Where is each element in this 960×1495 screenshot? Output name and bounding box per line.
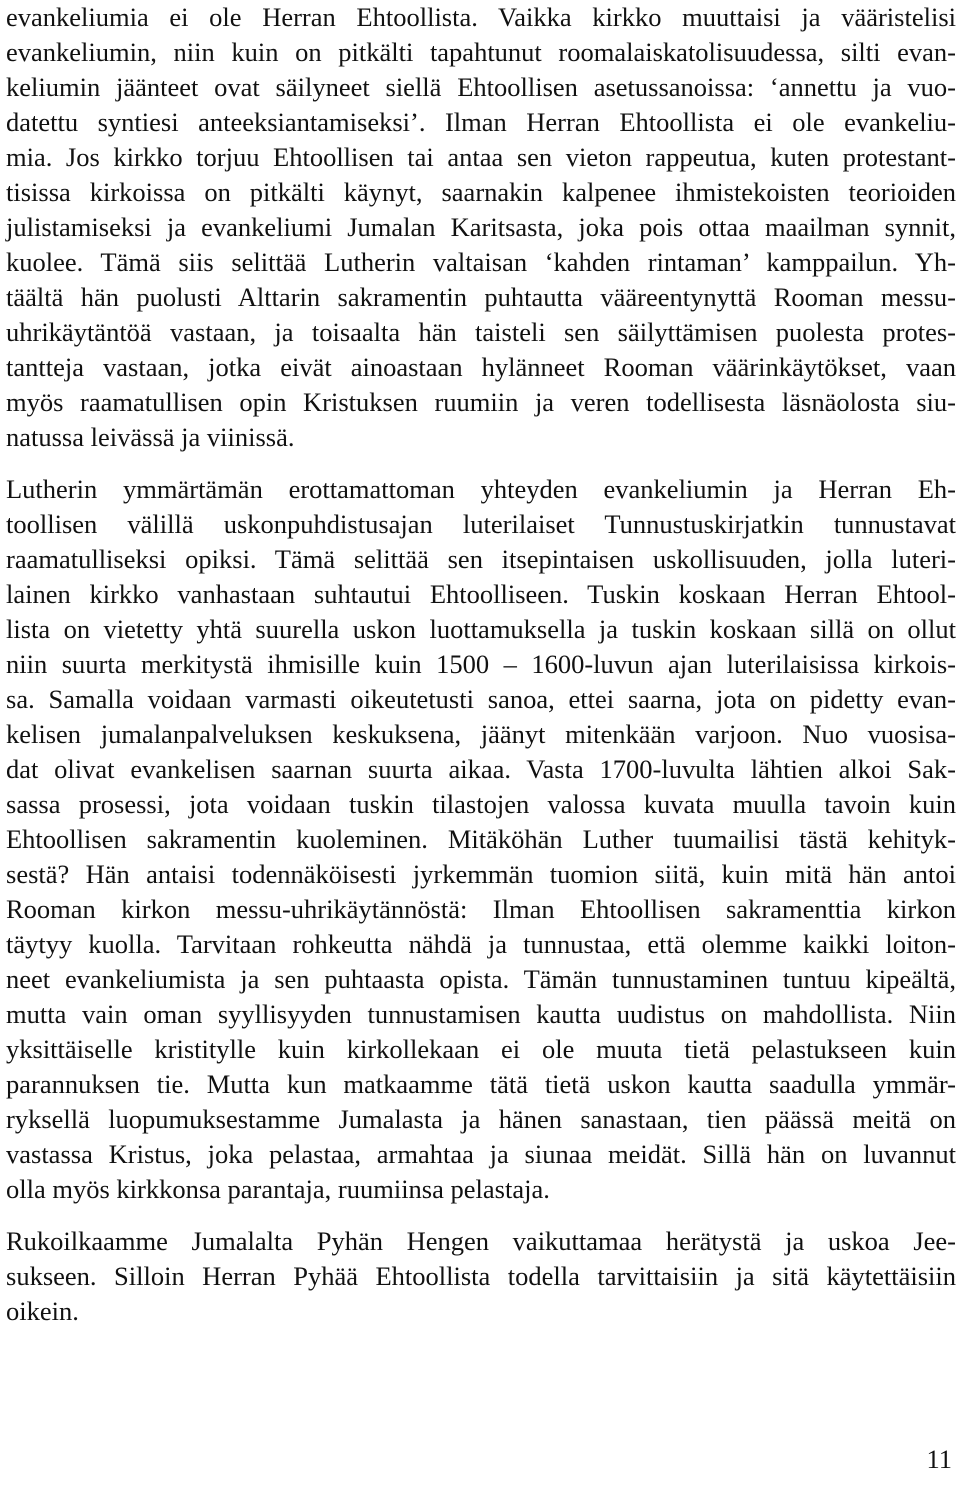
text-line: mutta vain oman syyllisyyden tunnustamisen kautta uudistus on mahdollista. Niin [6, 999, 956, 1029]
text-line: Rukoilkaamme Jumalalta Pyhän Hengen vaikuttamaa herätystä ja uskoa Jee- [6, 1226, 956, 1256]
paragraph-spacer [6, 1207, 956, 1224]
text-line: lista on vietetty yhtä suurella uskon luottamuksella ja tuskin koskaan sillä on ollut [6, 614, 956, 644]
text-line: sukseen. Silloin Herran Pyhää Ehtoollista todella tarvittaisiin ja sitä käytettäisiin [6, 1261, 956, 1291]
text-line: lainen kirkko vanhastaan suhtautui Ehtoolliseen. Tuskin koskaan Herran Ehtool- [6, 579, 956, 609]
text-line: täytyy kuolla. Tarvitaan rohkeutta nähdä ja tunnustaa, että olemme kaikki loiton- [6, 929, 956, 959]
text-line: kuolee. Tämä siis selittää Lutherin valtaisan ‘kahden rintaman’ kamppailun. Yh- [6, 247, 956, 277]
text-line: myös raamatullisen opin Kristuksen ruumiin ja veren todellisesta läsnäolosta siu- [6, 387, 956, 417]
text-line: sa. Samalla voidaan varmasti oikeutetusti sanoa, ettei saarna, jota on pidetty evan- [6, 684, 956, 714]
text-line: kelisen jumalanpalveluksen keskuksena, jäänyt mitenkään varjoon. Nuo vuosisa- [6, 719, 956, 749]
text-line: dat olivat evankelisen saarnan suurta aikaa. Vasta 1700-luvulta lähtien alkoi Sak- [6, 754, 956, 784]
text-line: Rooman kirkon messu-uhrikäytännöstä: Ilman Ehtoollisen sakramenttia kirkon [6, 894, 956, 924]
text-line: uhrikäytäntöä vastaan, ja toisaalta hän taisteli sen säilyttämisen puolesta protes- [6, 317, 956, 347]
text-line: tantteja vastaan, jotka eivät ainoastaan hylänneet Rooman väärinkäytökset, vaan [6, 352, 956, 382]
text-line: sestä? Hän antaisi todennäköisesti jyrkemmän tuomion siitä, kuin mitä hän antoi [6, 859, 956, 889]
paragraph-2 [6, 472, 956, 1207]
text-line: Lutherin ymmärtämän erottamattoman yhteyden evankeliumin ja Herran Eh- [6, 474, 956, 504]
text-line: oikein. [6, 1296, 79, 1326]
text-line: parannuksen tie. Mutta kun matkaamme tätä tietä uskon kautta saadulla ymmär- [6, 1069, 956, 1099]
text-line: ryksellä luopumuksestamme Jumalasta ja hänen sanastaan, tien päässä meitä on [6, 1104, 956, 1134]
text-line: raamatulliseksi opiksi. Tämä selittää sen itsepintaisen uskollisuuden, jolla luteri- [6, 544, 956, 574]
text-line: keliumin jäänteet ovat säilyneet siellä Ehtoollisen asetussanoissa: ‘annettu ja vuo- [6, 72, 956, 102]
text-line: natussa leivässä ja viinissä. [6, 422, 295, 452]
text-line: sassa prosessi, jota voidaan tuskin tilastojen valossa kuvata muulla tavoin kuin [6, 789, 956, 819]
text-line: tisissa kirkoissa on pitkälti käynyt, saarnakin kalpenee ihmistekoisten teorioiden [6, 177, 956, 207]
text-line: evankeliumin, niin kuin on pitkälti tapahtunut roomalaiskatolisuudessa, silti evan- [6, 37, 956, 67]
text-line: Ehtoollisen sakramentin kuoleminen. Mitäköhän Luther tuumailisi tästä kehityk- [6, 824, 956, 854]
text-line: vastassa Kristus, joka pelastaa, armahtaa ja siunaa meidät. Sillä hän on luvannut [6, 1139, 956, 1169]
text-line: täältä hän puolusti Alttarin sakramentin puhtautta vääreentynyttä Rooman messu- [6, 282, 956, 312]
paragraph-spacer [6, 455, 956, 472]
text-line: datettu syntiesi anteeksiantamiseksi’. Ilman Herran Ehtoollista ei ole evankeliu- [6, 107, 956, 137]
page-number: 11 [926, 1444, 952, 1474]
text-line: evankeliumia ei ole Herran Ehtoollista. Vaikka kirkko muuttaisi ja vääristelisi [6, 2, 956, 32]
text-line: neet evankeliumista ja sen puhtaasta opista. Tämän tunnustaminen tuntuu kipeältä, [6, 964, 956, 994]
text-line: yksittäiselle kristitylle kuin kirkollekaan ei ole muuta tietä pelastukseen kuin [6, 1034, 956, 1064]
text-line: mia. Jos kirkko torjuu Ehtoollisen tai antaa sen vieton rappeutua, kuten protestant- [6, 142, 956, 172]
paragraph-3 [6, 1224, 956, 1329]
text-line: niin suurta merkitystä ihmisille kuin 1500 – 1600-luvun ajan luterilaisissa kirkois- [6, 649, 956, 679]
text-line: toollisen välillä uskonpuhdistusajan luterilaiset Tunnustuskirjatkin tunnustavat [6, 509, 956, 539]
text-line: olla myös kirkkonsa parantaja, ruumiinsa pelastaja. [6, 1174, 550, 1204]
paragraph-1 [6, 0, 956, 455]
text-line: julistamiseksi ja evankeliumi Jumalan Karitsasta, joka pois ottaa maailman synnit, [6, 212, 956, 242]
document-page [6, 0, 956, 1329]
